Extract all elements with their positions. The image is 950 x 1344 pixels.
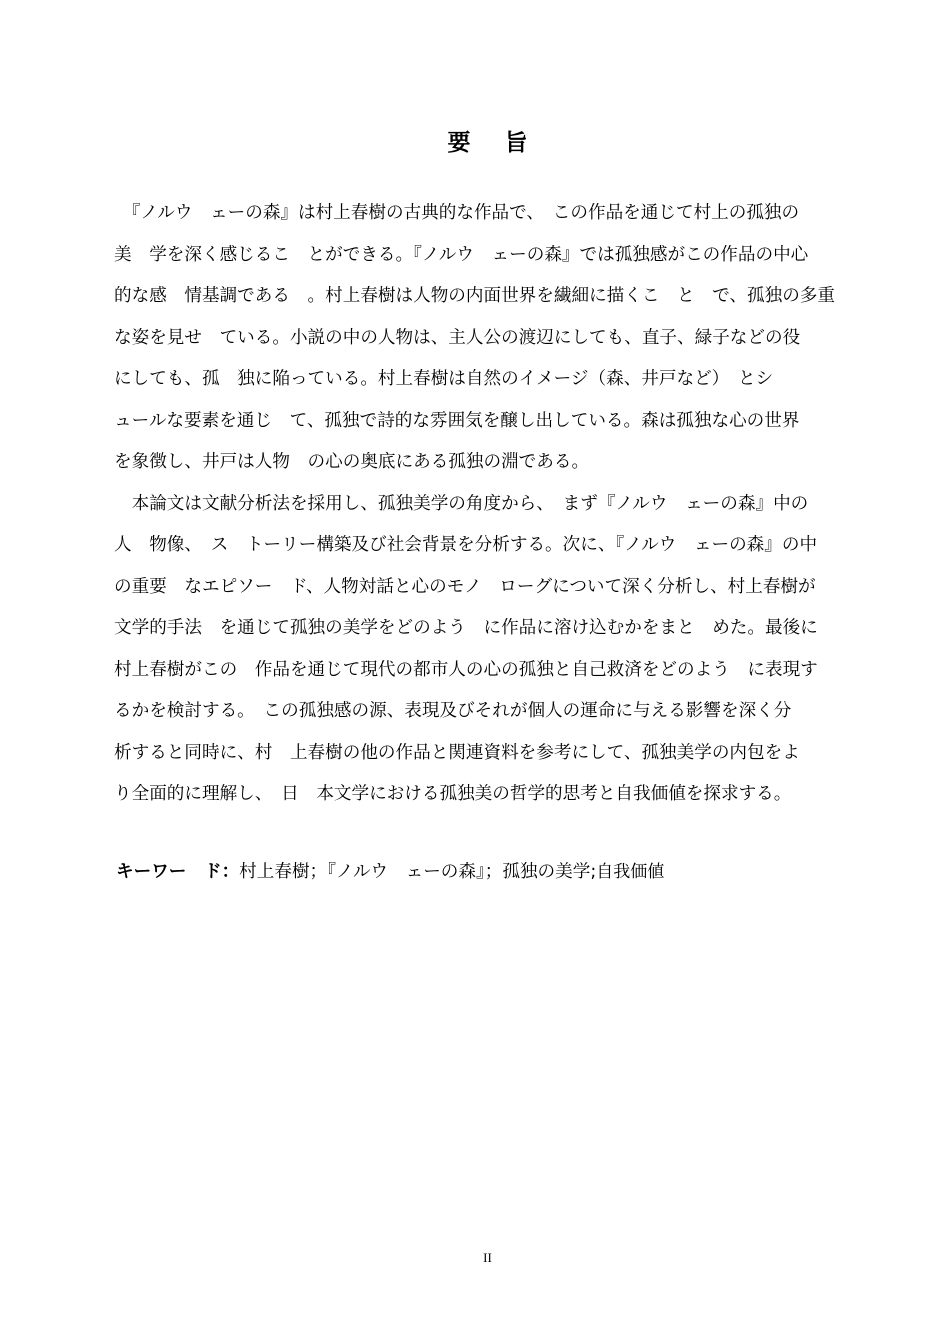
text-line: 析すると同時に、村 上春樹の他の作品と関連資料を参考にして、孤独美学の内包をよ	[114, 742, 800, 763]
text-line: の重要 なエピソー ド、人物対話と心のモノ ローグについて深く分析し、村上春樹が	[114, 576, 816, 597]
text-line: にしても、孤 独に陥っている。村上春樹は自然のイメージ（森、井戸など） とシ	[114, 369, 774, 389]
keywords-items: 村上春樹；『ノルウ ェーの森』；孤独の美学;	[239, 862, 597, 882]
text-line: り全面的に理解し、 日 本文学における孤独美の哲学的思考と自我価値を探求する。	[114, 784, 792, 804]
text-line: 村上春樹がこの 作品を通じて現代の都市人の心の孤独と自己救済をどのよう に表現す	[114, 659, 818, 680]
keyword-last: 自我価値	[596, 862, 665, 882]
title-char-1: 要	[447, 130, 471, 156]
title-char-2: 旨	[504, 130, 528, 156]
page-number: II	[483, 1250, 492, 1265]
text-line: な姿を見せ ている。小説の中の人物は、主人公の渡辺にしても、直子、緑子などの役	[114, 327, 801, 348]
text-line: るかを検討する。 この孤独感の源、表現及びそれが個人の運命に与える影響を深く分	[114, 701, 792, 721]
paragraph-1	[114, 196, 874, 487]
keywords-label: キーワー ド：	[116, 862, 240, 882]
page-title	[0, 125, 950, 161]
abstract-body	[114, 196, 874, 819]
text-line: 人 物像、 ス トーリー構築及び社会背景を分析する。次に、『ノルウ ェーの森』の中	[114, 535, 818, 555]
text-line: 文学的手法 を通じて孤独の美学をどのよう に作品に溶け込むかをまと めた。最後に	[114, 618, 818, 638]
text-line: 美 学を深く感じるこ とができる。『ノルウ ェーの森』では孤独感がこの作品の中心	[114, 244, 809, 265]
keywords-line	[116, 857, 876, 887]
text-line: 『ノルウ ェーの森』は村上春樹の古典的な作品で、 この作品を通じて村上の孤独の	[114, 203, 800, 223]
text-line: 的な感 情基調である 。村上春樹は人物の内面世界を繊細に描くこ と で、孤独の多重	[114, 286, 835, 306]
text-line: を象徴し、井戸は人物 の心の奥底にある孤独の淵である。	[114, 452, 590, 472]
text-line: 本論文は文献分析法を採用し、孤独美学の角度から、 まず『ノルウ ェーの森』中の	[114, 493, 809, 514]
text-line: ュールな要素を通じ て、孤独で詩的な雰囲気を醸し出している。森は孤独な心の世界	[114, 410, 800, 431]
paragraph-2	[114, 487, 874, 819]
